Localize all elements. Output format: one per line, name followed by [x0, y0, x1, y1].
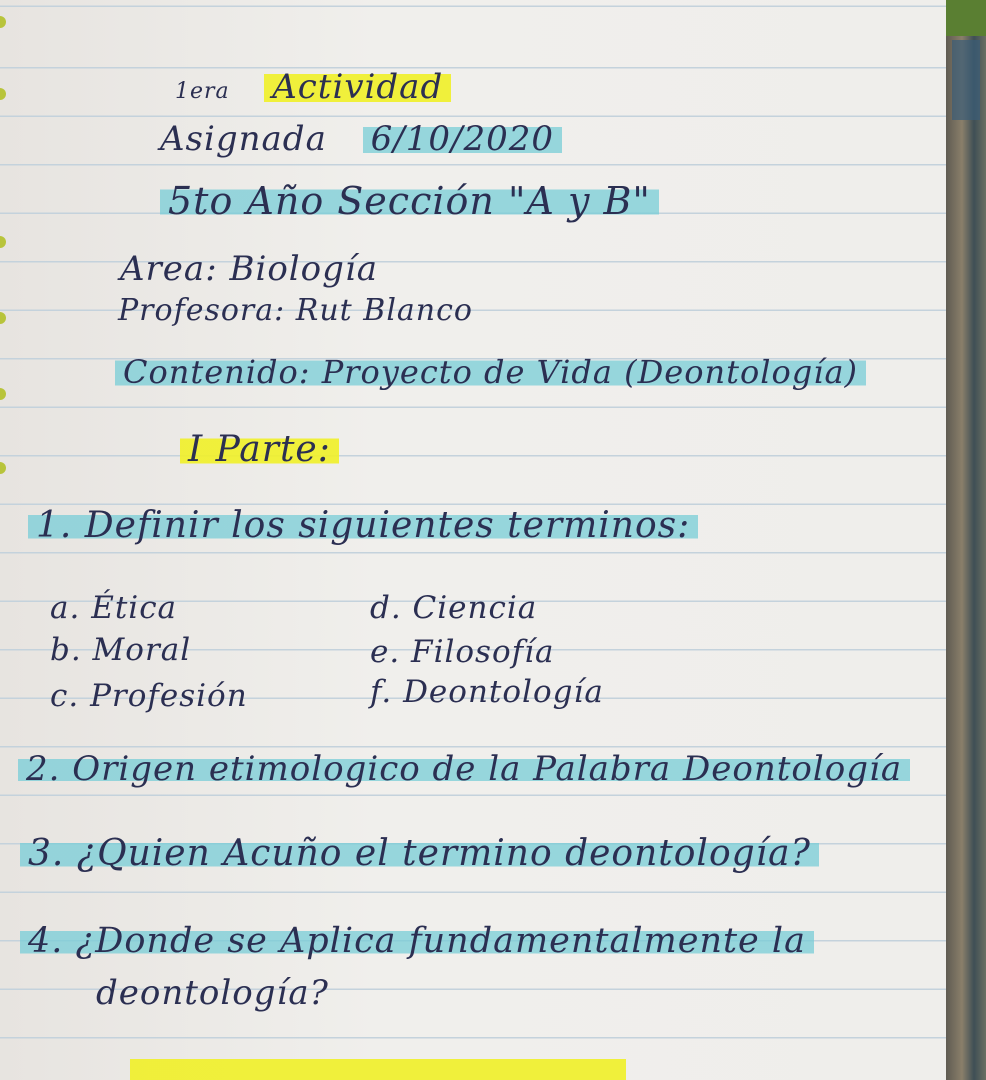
term-item: d. Ciencia: [370, 590, 538, 626]
content-text: Contenido: Proyecto de Vida (Deontología): [115, 353, 866, 391]
cropped-highlight: [130, 1052, 626, 1080]
background-object: [952, 40, 980, 120]
question-3: 3. ¿Quien Acuño el termino deontología?: [20, 836, 819, 872]
question-4-line-1: 4. ¿Donde se Aplica fundamentalmente la: [20, 924, 814, 959]
question-2: 2. Origen etimologico de la Palabra Deontología: [18, 752, 910, 786]
assigned-label: Asignada: [160, 119, 327, 159]
binding-hole: [0, 388, 6, 400]
part-title: I Parte:: [180, 432, 339, 468]
activity-title: [175, 67, 451, 107]
area-line: Area: Biología: [120, 249, 379, 289]
teacher-line: Profesora: Rut Blanco: [118, 293, 473, 328]
term-item: b. Moral: [50, 632, 192, 668]
term-item: c. Profesión: [50, 678, 248, 714]
activity-word: Actividad: [264, 67, 451, 107]
binding-hole: [0, 16, 6, 28]
binding-holes: [0, 0, 8, 1080]
cropped-next-heading: [130, 1052, 630, 1080]
term-item: f. Deontología: [370, 674, 604, 710]
question-4-line-2: deontología?: [96, 973, 329, 1013]
activity-prefix: 1era: [175, 79, 230, 104]
binding-hole: [0, 312, 6, 324]
background-object: [946, 0, 986, 36]
grade-section: 5to Año Sección "A y B": [160, 182, 659, 220]
term-item: e. Filosofía: [370, 634, 555, 670]
term-item: a. Ética: [50, 590, 178, 626]
binding-hole: [0, 88, 6, 100]
binding-hole: [0, 236, 6, 248]
question-1: 1. Definir los siguientes terminos:: [28, 508, 698, 544]
assigned-line: [160, 119, 562, 159]
content-line: [115, 353, 866, 391]
assigned-date: 6/10/2020: [363, 119, 562, 159]
binding-hole: [0, 462, 6, 474]
background-edge: [946, 0, 986, 1080]
